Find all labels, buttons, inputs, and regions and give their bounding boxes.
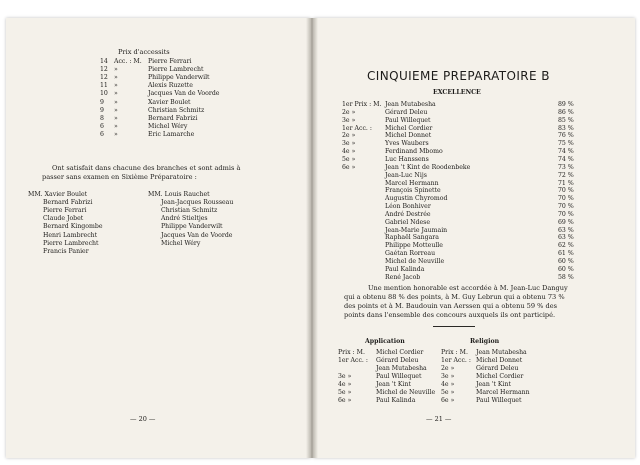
accessit-name: Xavier Boulet xyxy=(148,98,191,106)
excellence-percent: 62 % xyxy=(558,242,574,250)
accessit-number: 10 xyxy=(100,90,108,98)
application-name: Jean 't Kint xyxy=(376,381,412,388)
accessit-number: 6 xyxy=(100,130,104,138)
excellence-name: Michel de Neuville xyxy=(385,258,445,265)
excellence-percent: 58 % xyxy=(558,273,574,281)
accessit-mark: » xyxy=(114,130,118,138)
accessit-name: Christian Schmitz xyxy=(148,106,205,114)
excellence-rank: 4e » xyxy=(342,148,356,156)
section-title: CINQUIEME PREPARATOIRE B xyxy=(367,69,550,83)
accessit-number: 6 xyxy=(100,122,104,130)
application-rank: 5e » xyxy=(338,389,352,396)
accessit-mark: Acc. : M. xyxy=(114,58,142,65)
excellence-name: Paul Willequet xyxy=(385,116,431,124)
excellence-name: Jean-Marie Jaumain xyxy=(385,226,448,234)
mention-line-1: Une mention honorable est accordée à M. Jean-Luc Danguy xyxy=(368,284,568,292)
page-number-left: — 20 — xyxy=(130,415,156,423)
admitted-student: Bernard Fabrizi xyxy=(43,199,93,207)
accessit-name: Eric Lamarche xyxy=(148,130,195,138)
section-divider xyxy=(433,326,475,327)
excellence-name: Michel Cordier xyxy=(385,124,433,132)
religion-rank: 6e » xyxy=(441,397,455,404)
admitted-student: Michel Wéry xyxy=(161,239,201,247)
excellence-name: François Spinette xyxy=(385,187,441,195)
excellence-name: René Jacob xyxy=(385,273,421,281)
accessit-mark: » xyxy=(114,98,118,106)
admitted-student: Christian Schmitz xyxy=(161,207,218,215)
accessit-number: 9 xyxy=(100,106,104,114)
religion-rank: 1er Acc. : xyxy=(441,357,471,364)
admission-paragraph-line-2: passer sans examen en Sixième Préparatoire : xyxy=(42,173,197,181)
excellence-name: Yves Waubers xyxy=(385,140,429,148)
excellence-name: Jean 't Kint de Roodenbeke xyxy=(385,163,471,171)
excellence-rank: 2e » xyxy=(342,132,356,140)
admitted-student: André Stieltjes xyxy=(161,215,208,223)
excellence-name: Ferdinand Mbomo xyxy=(385,148,443,156)
excellence-percent: 61 % xyxy=(558,250,574,258)
excellence-rank: 1er Prix : M. xyxy=(342,101,382,108)
accessit-mark: » xyxy=(114,66,118,74)
religion-name: Jean 't Kint xyxy=(476,381,512,388)
excellence-percent: 86 % xyxy=(558,108,574,116)
excellence-name: Gabriel Ndese xyxy=(385,218,431,226)
excellence-name: Jean-Luc Nijs xyxy=(385,171,427,179)
excellence-name: Jean Mutabesha xyxy=(385,101,436,108)
religion-rank: Prix : M. xyxy=(441,349,468,356)
excellence-percent: 74 % xyxy=(558,148,574,156)
excellence-percent: 70 % xyxy=(558,195,574,203)
application-name: Paul Kalinda xyxy=(376,397,416,404)
excellence-rank: 2e » xyxy=(342,108,356,116)
religion-name: Michel Cordier xyxy=(476,373,524,380)
excellence-percent: 75 % xyxy=(558,140,574,148)
excellence-name: André Destrée xyxy=(385,210,431,218)
accessit-mark: » xyxy=(114,82,118,90)
accessit-mark: » xyxy=(114,74,118,82)
accessit-name: Jacques Van de Voorde xyxy=(148,90,220,98)
religion-name: Gérard Deleu xyxy=(476,365,519,372)
excellence-name: Paul Kalinda xyxy=(385,265,425,273)
excellence-percent: 60 % xyxy=(558,258,574,265)
excellence-name: Michel Donnet xyxy=(385,132,432,140)
admitted-student: Pierre Ferrari xyxy=(43,207,87,215)
excellence-percent: 70 % xyxy=(558,210,574,218)
excellence-name: Augustin Chyromod xyxy=(385,195,448,203)
excellence-percent: 70 % xyxy=(558,203,574,211)
accessit-name: Pierre Ferrari xyxy=(148,58,192,65)
religion-rank: 5e » xyxy=(441,389,455,396)
accessit-mark: » xyxy=(114,106,118,114)
admitted-student: MM. Louis Rauchet xyxy=(148,191,210,198)
mention-line-4: points dans l'ensemble des concours auxquels ils ont participé. xyxy=(344,311,556,319)
accessit-number: 12 xyxy=(100,66,108,74)
excellence-percent: 70 % xyxy=(558,187,574,195)
religion-heading: Religion xyxy=(470,338,500,345)
excellence-name: Luc Hanssens xyxy=(385,155,429,163)
application-rank: Prix : M. xyxy=(338,349,365,356)
excellence-rank: 3e » xyxy=(342,140,356,148)
excellence-percent: 69 % xyxy=(558,218,574,226)
application-name: Michel Cordier xyxy=(376,349,424,356)
excellence-name: Léon Bonhiver xyxy=(385,203,431,211)
accessit-name: Pierre Lambrecht xyxy=(148,66,204,74)
excellence-heading: EXCELLENCE xyxy=(433,89,481,96)
page-number-right: — 21 — xyxy=(426,415,452,423)
excellence-name: Gérard Deleu xyxy=(385,108,428,116)
accessit-heading: Prix d'accessits xyxy=(118,48,170,56)
admitted-student: Bernard Kingombe xyxy=(43,223,103,231)
accessit-number: 8 xyxy=(100,114,104,122)
admitted-student: Pierre Lambrecht xyxy=(43,239,99,247)
application-rank: 3e » xyxy=(338,373,352,380)
excellence-percent: 72 % xyxy=(558,171,574,179)
excellence-percent: 85 % xyxy=(558,116,574,124)
accessit-name: Alexis Ruzette xyxy=(148,82,193,90)
excellence-percent: 74 % xyxy=(558,155,574,163)
binding-gutter xyxy=(306,18,318,458)
excellence-percent: 63 % xyxy=(558,226,574,234)
excellence-percent: 89 % xyxy=(558,101,574,108)
accessit-mark: » xyxy=(114,122,118,130)
religion-rank: 4e » xyxy=(441,381,455,388)
application-heading: Application xyxy=(365,338,405,345)
excellence-name: Philippe Motteulle xyxy=(385,242,443,250)
admission-paragraph-line-1: Ont satisfait dans chacune des branches et sont admis à xyxy=(52,164,241,172)
admitted-student: Henri Lambrecht xyxy=(43,231,98,239)
excellence-name: Raphaël Sangara xyxy=(385,234,439,242)
accessit-name: Michel Wéry xyxy=(148,122,188,130)
excellence-percent: 71 % xyxy=(558,179,574,187)
religion-name: Michel Donnet xyxy=(476,357,523,364)
mention-line-2: qui a obtenu 88 % des points, à M. Guy Lebrun qui a obtenu 73 % xyxy=(344,293,565,301)
accessit-number: 9 xyxy=(100,98,104,106)
application-rank: 4e » xyxy=(338,381,352,388)
religion-name: Marcel Hermann xyxy=(476,389,530,396)
admitted-student: Jean-Jacques Rousseau xyxy=(161,199,234,207)
excellence-name: Gaétan Rorreau xyxy=(385,250,436,258)
excellence-rank: 6e » xyxy=(342,163,356,171)
accessit-number: 14 xyxy=(100,58,108,65)
excellence-name: Marcel Hermann xyxy=(385,179,439,187)
accessit-name: Bernard Fabrizi xyxy=(148,114,198,122)
religion-rank: 2e » xyxy=(441,365,455,372)
admitted-student: Jacques Van de Voorde xyxy=(161,231,233,239)
application-rank: 6e » xyxy=(338,397,352,404)
admitted-student: MM. Xavier Boulet xyxy=(28,191,88,198)
accessit-number: 12 xyxy=(100,74,108,82)
accessit-mark: » xyxy=(114,114,118,122)
excellence-percent: 60 % xyxy=(558,265,574,273)
application-name: Jean Mutabesha xyxy=(376,365,427,372)
application-name: Paul Willequet xyxy=(376,373,422,380)
religion-name: Jean Mutabesha xyxy=(476,349,527,356)
religion-name: Paul Willequet xyxy=(476,397,522,404)
accessit-name: Philippe Vanderwilt xyxy=(148,74,210,82)
mention-line-3: des points et à M. Baudouin van Aerssen qui a obtenu 59 % des xyxy=(344,302,558,310)
excellence-rank: 1er Acc. : xyxy=(342,124,372,132)
religion-rank: 3e » xyxy=(441,373,455,380)
application-name: Gérard Deleu xyxy=(376,357,419,364)
excellence-rank: 5e » xyxy=(342,155,356,163)
application-name: Michel de Neuville xyxy=(376,389,436,396)
excellence-percent: 73 % xyxy=(558,163,574,171)
accessit-mark: » xyxy=(114,90,118,98)
application-rank: 1er Acc. : xyxy=(338,357,368,364)
excellence-percent: 76 % xyxy=(558,132,574,140)
excellence-rank: 3e » xyxy=(342,116,356,124)
admitted-student: Francis Panier xyxy=(43,247,89,255)
admitted-student: Philippe Vanderwilt xyxy=(161,223,223,231)
admitted-student: Claude Jobet xyxy=(43,215,84,223)
right-page xyxy=(313,18,635,458)
excellence-percent: 63 % xyxy=(558,234,574,242)
excellence-percent: 83 % xyxy=(558,124,574,132)
accessit-number: 11 xyxy=(100,82,108,90)
